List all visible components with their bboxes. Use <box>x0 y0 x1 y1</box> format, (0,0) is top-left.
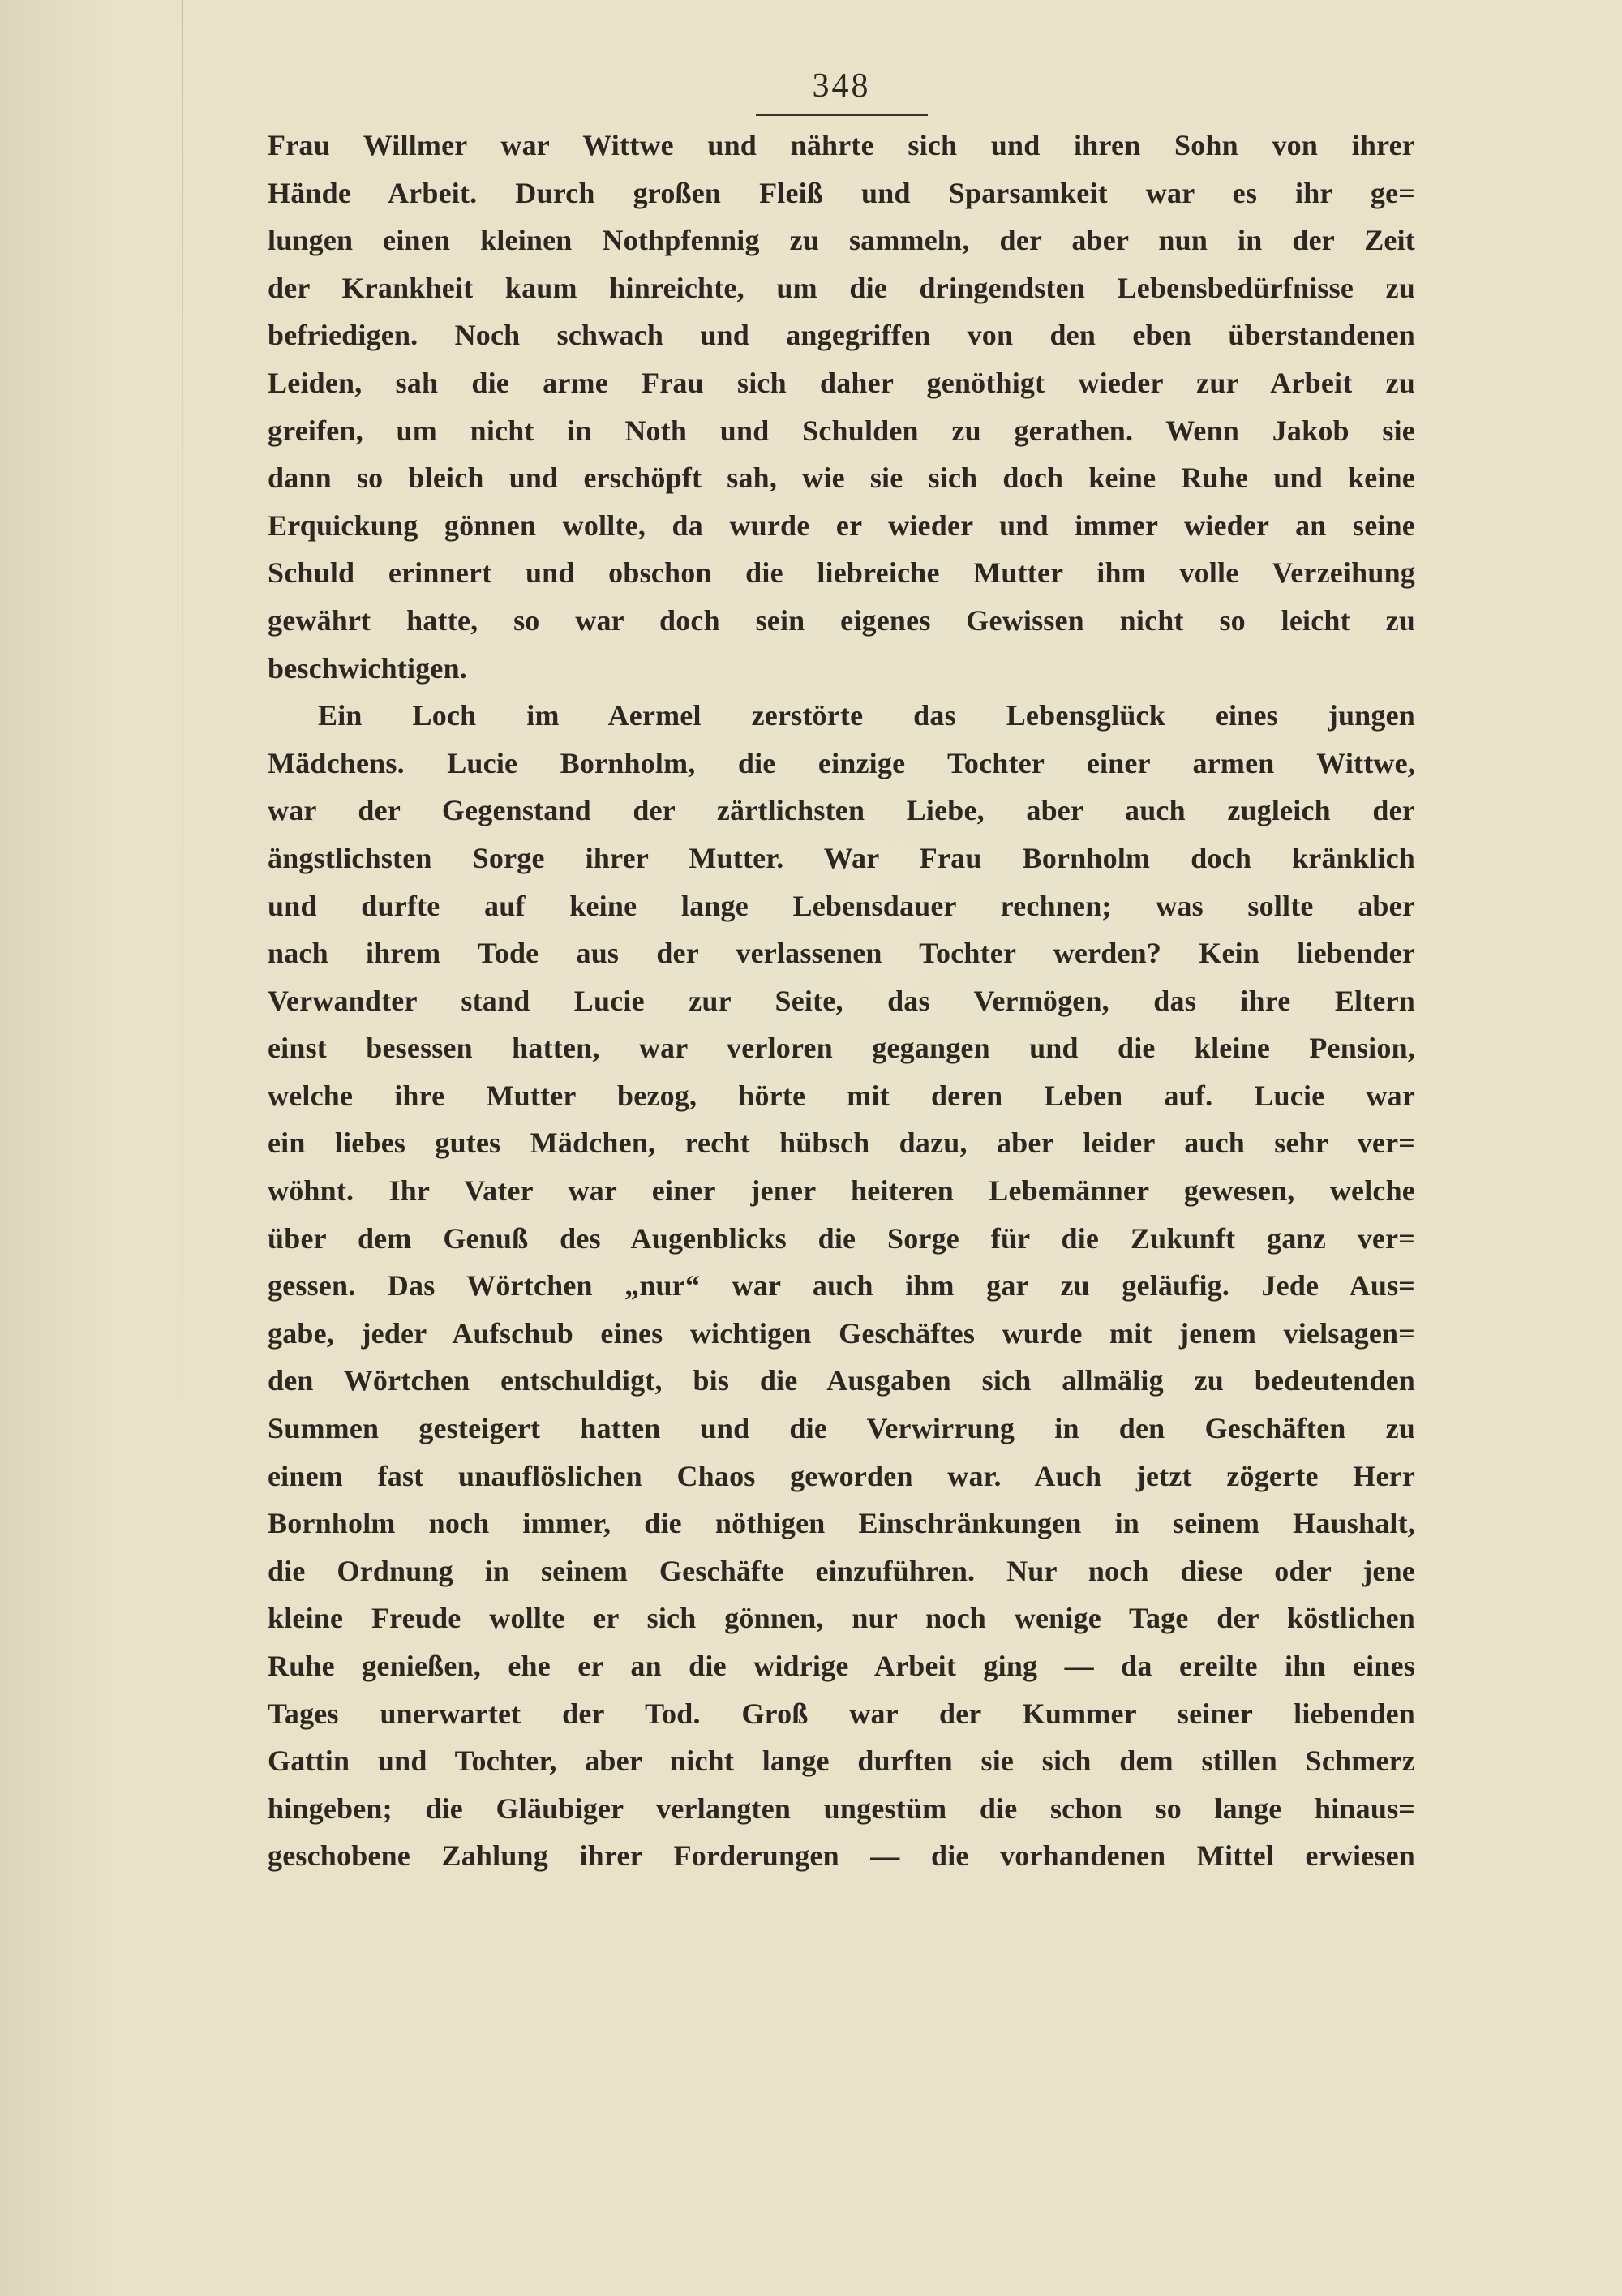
text-line: Frau Willmer war Wittwe und nährte sich und ihren Sohn von ihrer <box>268 129 1415 161</box>
text-block <box>268 122 1415 1880</box>
text-line: Gattin und Tochter, aber nicht lange durften sie sich dem stillen Schmerz <box>268 1745 1415 1778</box>
text-line: gessen. Das Wörtchen „nur“ war auch ihm gar zu geläufig. Jede Aus= <box>268 1269 1415 1302</box>
paragraph <box>268 122 1415 692</box>
text-line: welche ihre Mutter bezog, hörte mit deren Leben auf. Lucie war <box>268 1079 1415 1112</box>
text-line: Schuld erinnert und obschon die liebreiche Mutter ihm volle Verzeihung <box>268 556 1415 590</box>
text-line: greifen, um nicht in Noth und Schulden zu gerathen. Wenn Jakob sie <box>268 414 1415 447</box>
text-line: und durfte auf keine lange Lebensdauer rechnen; was sollte aber <box>268 889 1415 922</box>
text-line: die Ordnung in seinem Geschäfte einzuführen. Nur noch diese oder jene <box>268 1554 1415 1587</box>
text-line: lungen einen kleinen Nothpfennig zu sammeln, der aber nun in der Zeit <box>268 224 1415 257</box>
text-line: der Krankheit kaum hinreichte, um die dringendsten Lebensbedürfnisse zu <box>268 271 1415 304</box>
text-line: Verwandter stand Lucie zur Seite, das Vermögen, das ihre Eltern <box>268 984 1415 1017</box>
paragraph <box>268 692 1415 1880</box>
text-line: geschobene Zahlung ihrer Forderungen — die vorhandenen Mittel erwiesen <box>268 1839 1415 1873</box>
text-line: nach ihrem Tode aus der verlassenen Tochter werden? Kein liebender <box>268 937 1415 970</box>
page-number-rule <box>756 114 928 116</box>
text-line: hingeben; die Gläubiger verlangten ungestüm die schon so lange hinaus= <box>268 1792 1415 1825</box>
text-line: wöhnt. Ihr Vater war einer jener heiteren Lebemänner gewesen, welche <box>268 1174 1415 1208</box>
text-line: kleine Freude wollte er sich gönnen, nur noch wenige Tage der köstlichen <box>268 1602 1415 1635</box>
text-line: gewährt hatte, so war doch sein eigenes Gewissen nicht so leicht zu <box>268 603 1415 637</box>
text-line: ein liebes gutes Mädchen, recht hübsch dazu, aber leider auch sehr ver= <box>268 1127 1415 1160</box>
text-line: Ruhe genießen, ehe er an die widrige Arbeit ging — da ereilte ihn eines <box>268 1650 1415 1682</box>
text-line: beschwichtigen. <box>268 651 467 685</box>
text-line: Tages unerwartet der Tod. Groß war der Kummer seiner liebenden <box>268 1697 1415 1730</box>
text-line: einem fast unauflöslichen Chaos geworden war. Auch jetzt zögerte Herr <box>268 1459 1415 1492</box>
text-line: gabe, jeder Aufschub eines wichtigen Geschäftes wurde mit jenem vielsagen= <box>268 1316 1415 1350</box>
page-number: 348 <box>812 67 871 105</box>
text-line: Bornholm noch immer, die nöthigen Einschränkungen in seinem Haushalt, <box>268 1507 1415 1540</box>
text-line: Hände Arbeit. Durch großen Fleiß und Sparsamkeit war es ihr ge= <box>268 176 1415 209</box>
text-line: ängstlichsten Sorge ihrer Mutter. War Frau Bornholm doch kränklich <box>268 841 1415 874</box>
text-line: den Wörtchen entschuldigt, bis die Ausgaben sich allmälig zu bedeutenden <box>268 1364 1415 1397</box>
text-line: Ein Loch im Aermel zerstörte das Lebensglück eines jungen <box>318 699 1415 732</box>
text-line: dann so bleich und erschöpft sah, wie sie sich doch keine Ruhe und keine <box>268 461 1415 495</box>
text-line: war der Gegenstand der zärtlichsten Liebe, aber auch zugleich der <box>268 794 1415 827</box>
page-header <box>268 67 1415 116</box>
text-line: Leiden, sah die arme Frau sich daher genöthigt wieder zur Arbeit zu <box>268 366 1415 399</box>
page-fold-line <box>182 0 183 2296</box>
text-line: Mädchens. Lucie Bornholm, die einzige Tochter einer armen Wittwe, <box>268 746 1415 779</box>
text-line: befriedigen. Noch schwach und angegriffen von den eben überstandenen <box>268 319 1415 352</box>
text-line: Erquickung gönnen wollte, da wurde er wieder und immer wieder an seine <box>268 509 1415 542</box>
text-line: einst besessen hatten, war verloren gegangen und die kleine Pension, <box>268 1032 1415 1065</box>
text-line: Summen gesteigert hatten und die Verwirrung in den Geschäften zu <box>268 1412 1415 1445</box>
text-line: über dem Genuß des Augenblicks die Sorge für die Zukunft ganz ver= <box>268 1221 1415 1255</box>
